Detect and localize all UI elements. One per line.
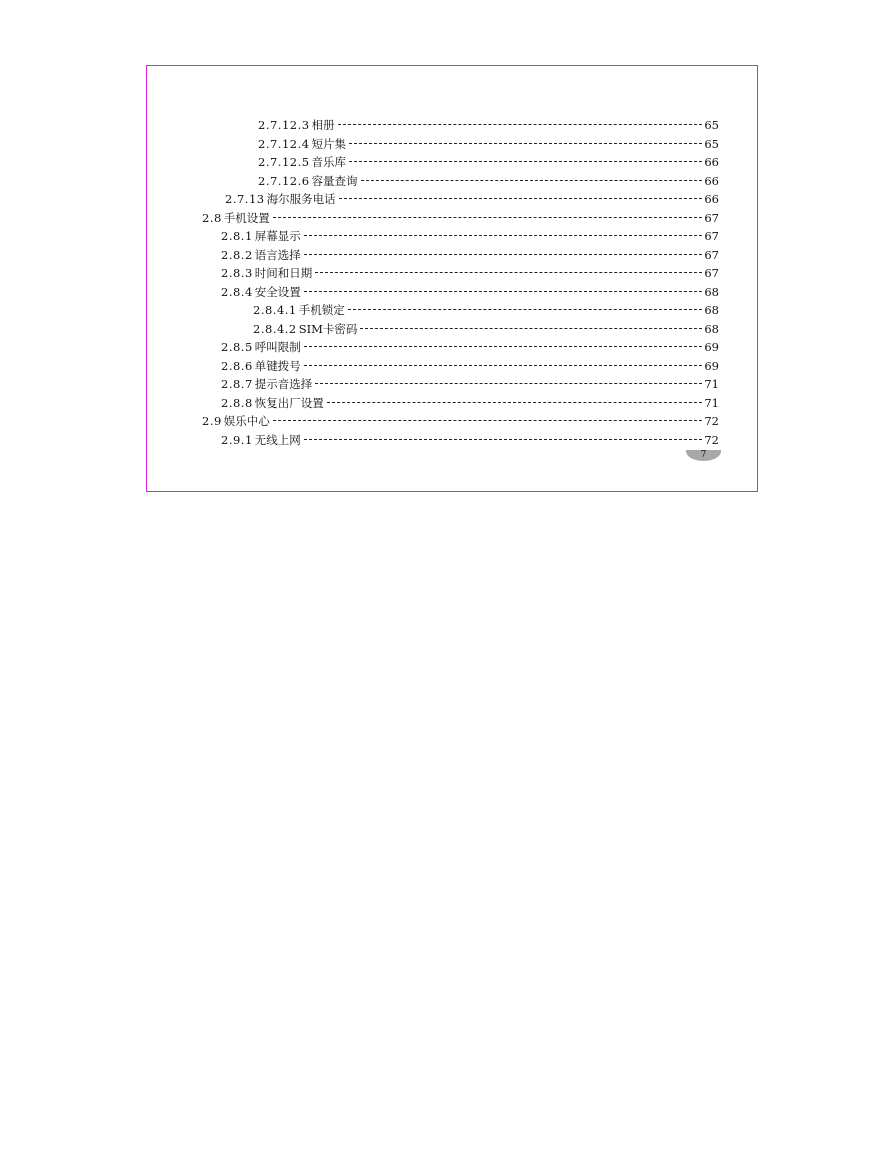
toc-entry-title: 呼叫限制: [254, 340, 301, 354]
toc-entry[interactable]: [221, 246, 719, 264]
dot-leader: [338, 123, 703, 125]
toc-entry-number: 2.7.12.3: [258, 118, 310, 132]
toc-entry-number: 2.7.12.6: [258, 173, 310, 188]
dot-leader: [339, 197, 703, 199]
dot-leader: [304, 438, 703, 440]
dot-leader: [315, 271, 702, 273]
toc-entry[interactable]: [258, 135, 719, 153]
toc-entry-number: 2.8: [202, 210, 222, 225]
toc-entry-page: 67: [704, 210, 719, 225]
toc-entry[interactable]: [253, 301, 719, 319]
toc-entry-page: 71: [704, 377, 719, 391]
toc-entry[interactable]: [225, 190, 719, 208]
toc-entry-page: 67: [704, 247, 719, 262]
toc-entry[interactable]: [258, 153, 719, 171]
page-number: 7: [700, 450, 707, 460]
toc-entry-title: 时间和日期: [254, 266, 313, 280]
toc-entry-title: 音乐库: [311, 155, 347, 169]
toc-entry-number: 2.8.1: [221, 229, 253, 243]
toc-entry[interactable]: [258, 172, 719, 190]
toc-entry-title: 容量查询: [311, 173, 358, 188]
toc-entry-page: 66: [704, 192, 719, 206]
dot-leader: [304, 234, 703, 236]
dot-leader: [348, 308, 703, 310]
toc-entry-title: 相册: [311, 118, 335, 132]
toc-entry-number: 2.8.4: [221, 284, 253, 299]
toc-entry[interactable]: [221, 375, 719, 393]
toc-entry-title: 屏幕显示: [254, 229, 301, 243]
dot-leader: [304, 345, 703, 347]
toc-entry-page: 68: [704, 321, 719, 336]
toc-entry[interactable]: [202, 209, 719, 227]
toc-entry-number: 2.8.5: [221, 340, 253, 354]
toc-entry-number: 2.8.2: [221, 247, 253, 262]
toc-entry-page: 69: [704, 340, 719, 354]
toc-entry-number: 2.8.8: [221, 395, 253, 410]
dot-leader: [304, 253, 703, 255]
toc-entry[interactable]: [253, 320, 719, 338]
toc-entry-page: 65: [704, 118, 719, 132]
toc-entry-title: 手机设置: [223, 210, 270, 225]
toc-entry-title: SIM卡密码: [298, 321, 358, 336]
toc-entry[interactable]: [221, 227, 719, 245]
toc-entry-number: 2.7.12.5: [258, 155, 310, 169]
toc-entry-page: 65: [704, 136, 719, 151]
toc-entry-page: 68: [704, 284, 719, 299]
dot-leader: [273, 419, 703, 421]
dot-leader: [315, 382, 702, 384]
toc-entry[interactable]: [221, 431, 719, 449]
toc-entry[interactable]: [258, 116, 719, 134]
toc-entry-page: 66: [704, 173, 719, 188]
toc-entry-number: 2.7.12.4: [258, 136, 310, 151]
toc-entry-title: 短片集: [311, 136, 347, 151]
dot-leader: [361, 179, 703, 181]
toc-entry[interactable]: [221, 394, 719, 412]
dot-leader: [327, 401, 703, 403]
toc-entry-page: 68: [704, 303, 719, 317]
toc-entry[interactable]: [221, 338, 719, 356]
page-number-badge: [686, 450, 721, 461]
dot-leader: [360, 327, 702, 329]
toc-entry-page: 72: [704, 414, 719, 428]
dot-leader: [349, 160, 702, 162]
toc-entry-title: 安全设置: [254, 284, 301, 299]
toc-entry-page: 66: [704, 155, 719, 169]
toc-entry-title: 提示音选择: [254, 377, 313, 391]
toc-entry-title: 海尔服务电话: [266, 192, 336, 206]
toc-entry-page: 72: [704, 432, 719, 447]
dot-leader: [304, 364, 703, 366]
toc-entry-title: 无线上网: [254, 432, 301, 447]
toc-entry-number: 2.8.3: [221, 266, 253, 280]
toc-entry-number: 2.8.4.1: [253, 303, 297, 317]
toc-entry-page: 67: [704, 229, 719, 243]
toc-entry-page: 67: [704, 266, 719, 280]
toc-entry-page: 69: [704, 358, 719, 373]
page-frame: [146, 65, 758, 492]
dot-leader: [273, 216, 703, 218]
toc-entry[interactable]: [221, 357, 719, 375]
dot-leader: [304, 290, 703, 292]
toc-entry-page: 71: [704, 395, 719, 410]
toc-entry-title: 单键拨号: [254, 358, 301, 373]
toc-entry-number: 2.8.4.2: [253, 321, 297, 336]
toc-entry-title: 娱乐中心: [223, 414, 270, 428]
toc-entry-title: 手机锁定: [298, 303, 345, 317]
toc-entry-number: 2.9: [202, 414, 222, 428]
toc-entry-number: 2.9.1: [221, 432, 253, 447]
toc-entry-number: 2.7.13: [225, 192, 265, 206]
toc-entry-number: 2.8.7: [221, 377, 253, 391]
dot-leader: [349, 142, 702, 144]
toc-entry-number: 2.8.6: [221, 358, 253, 373]
toc-entry-title: 恢复出厂设置: [254, 395, 324, 410]
toc-entry[interactable]: [202, 412, 719, 430]
toc-entry[interactable]: [221, 283, 719, 301]
toc-entry[interactable]: [221, 264, 719, 282]
toc-entry-title: 语言选择: [254, 247, 301, 262]
